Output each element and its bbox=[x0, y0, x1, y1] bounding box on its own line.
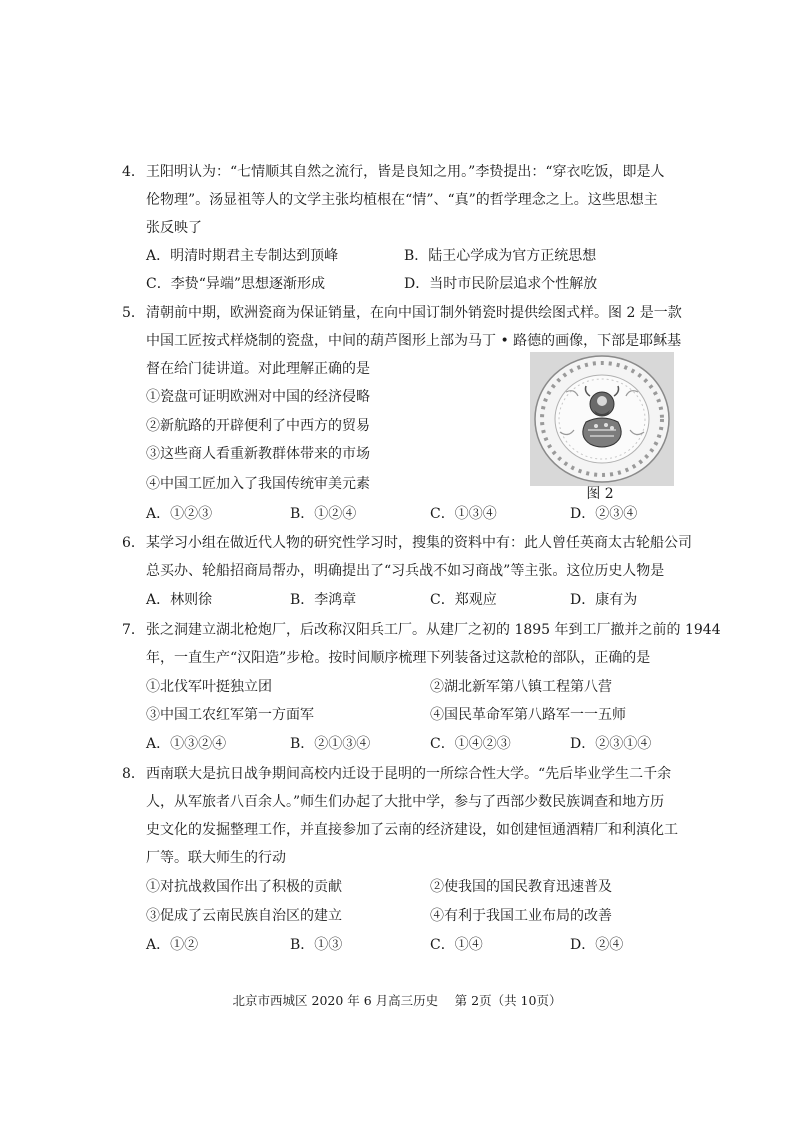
question-5-option-b: B．①②④ bbox=[290, 506, 357, 522]
question-7-option-d: D．②③①④ bbox=[570, 736, 652, 752]
question-7-text-line-1: 张之洞建立湖北枪炮厂，后改称汉阳兵工厂。从建厂之初的 1895 年到工厂撤并之前的 1944 bbox=[146, 622, 721, 638]
question-8-statement-2: ②使我国的国民教育迅速普及 bbox=[430, 879, 612, 895]
question-4-option-b: B．陆王心学成为官方正统思想 bbox=[404, 248, 597, 264]
question-7-statement-2: ②湖北新军第八镇工程第八营 bbox=[430, 679, 612, 695]
question-7-option-b: B．②①③④ bbox=[290, 736, 371, 752]
question-8-text-line-1: 西南联大是抗日战争期间高校内迁设于昆明的一所综合性大学。“先后毕业学生二千余 bbox=[146, 766, 672, 782]
question-4-option-d: D．当时市民阶层追求个性解放 bbox=[404, 276, 598, 292]
question-7-number: 7． bbox=[122, 622, 145, 638]
question-8-text-line-4: 厂等。联大师生的行动 bbox=[146, 850, 286, 866]
question-5-text-line-2: 中国工匠按式样烧制的瓷盘，中间的葫芦图形上部为马丁 • 路德的画像，下部是耶稣基 bbox=[146, 333, 682, 349]
question-8-option-b: B．①③ bbox=[290, 937, 343, 953]
question-4-text-line-2: 伦物理”。汤显祖等人的文学主张均植根在“情”、“真”的哲学理念之上。这些思想主 bbox=[146, 192, 658, 208]
question-8-text-line-2: 人，从军旅者八百余人。”师生们办起了大批中学，参与了西部少数民族调查和地方历 bbox=[146, 794, 665, 810]
question-7-option-a: A．①③②④ bbox=[146, 736, 227, 752]
question-6-option-c: C．郑观应 bbox=[430, 592, 497, 608]
question-8-statement-1: ①对抗战救国作出了积极的贡献 bbox=[146, 879, 342, 895]
question-8-option-d: D．②④ bbox=[570, 937, 624, 953]
question-5-statement-2: ②新航路的开辟便利了中西方的贸易 bbox=[146, 418, 370, 434]
question-6-option-d: D．康有为 bbox=[570, 592, 638, 608]
question-4-text-line-1: 王阳明认为：“七情顺其自然之流行，皆是良知之用。”李贽提出：“穿衣吃饭，即是人 bbox=[146, 164, 665, 180]
question-5-text-line-1: 清朝前中期，欧洲瓷商为保证销量，在向中国订制外销瓷时提供绘图式样。图 2 是一款 bbox=[146, 305, 682, 321]
question-5-option-d: D．②③④ bbox=[570, 506, 638, 522]
question-4-number: 4． bbox=[122, 164, 145, 180]
question-4-option-a: A．明清时期君主专制达到顶峰 bbox=[146, 248, 339, 264]
question-5-option-a: A．①②③ bbox=[146, 506, 213, 522]
question-6-number: 6． bbox=[122, 535, 145, 551]
question-7-statement-4: ④国民革命军第八路军一一五师 bbox=[430, 707, 626, 723]
question-6-text-line-1: 某学习小组在做近代人物的研究性学习时，搜集的资料中有：此人曾任英商太古轮船公司 bbox=[146, 535, 692, 551]
porcelain-plate-image bbox=[530, 352, 674, 486]
question-8-text-line-3: 史文化的发掘整理工作，并直接参加了云南的经济建设，如创建恒通酒精厂和利滇化工 bbox=[146, 822, 678, 838]
question-5-statement-4: ④中国工匠加入了我国传统审美元素 bbox=[146, 476, 370, 492]
question-8-option-c: C．①④ bbox=[430, 937, 483, 953]
question-7-option-c: C．①④②③ bbox=[430, 736, 511, 752]
question-4-option-c: C．李贽“异端”思想逐渐形成 bbox=[146, 276, 326, 292]
figure-2-caption: 图 2 bbox=[586, 486, 614, 502]
question-5-statement-1: ①瓷盘可证明欧洲对中国的经济侵略 bbox=[146, 389, 370, 405]
question-8-statement-4: ④有利于我国工业布局的改善 bbox=[430, 908, 612, 924]
page-footer: 北京市西城区 2020 年 6 月高三历史 第 2页（共 10页） bbox=[232, 993, 562, 1008]
question-8-option-a: A．①② bbox=[146, 937, 199, 953]
question-4-text-line-3: 张反映了 bbox=[146, 220, 202, 236]
question-5-option-c: C．①③④ bbox=[430, 506, 497, 522]
question-5-number: 5． bbox=[122, 305, 145, 321]
question-8-statement-3: ③促成了云南民族自治区的建立 bbox=[146, 908, 342, 924]
question-7-text-line-2: 年，一直生产“汉阳造”步枪。按时间顺序梳理下列装备过这款枪的部队，正确的是 bbox=[146, 650, 651, 666]
porcelain-plate-figure bbox=[530, 352, 674, 486]
question-8-number: 8． bbox=[122, 766, 145, 782]
question-5-statement-3: ③这些商人看重新教群体带来的市场 bbox=[146, 446, 370, 462]
question-6-text-line-2: 总买办、轮船招商局帮办，明确提出了“习兵战不如习商战”等主张。这位历史人物是 bbox=[146, 563, 665, 579]
question-5-text-line-3: 督在给门徒讲道。对此理解正确的是 bbox=[146, 361, 370, 377]
question-6-option-a: A．林则徐 bbox=[146, 592, 213, 608]
question-6-option-b: B．李鸿章 bbox=[290, 592, 357, 608]
question-7-statement-1: ①北伐军叶挺独立团 bbox=[146, 679, 272, 695]
question-7-statement-3: ③中国工农红军第一方面军 bbox=[146, 707, 314, 723]
